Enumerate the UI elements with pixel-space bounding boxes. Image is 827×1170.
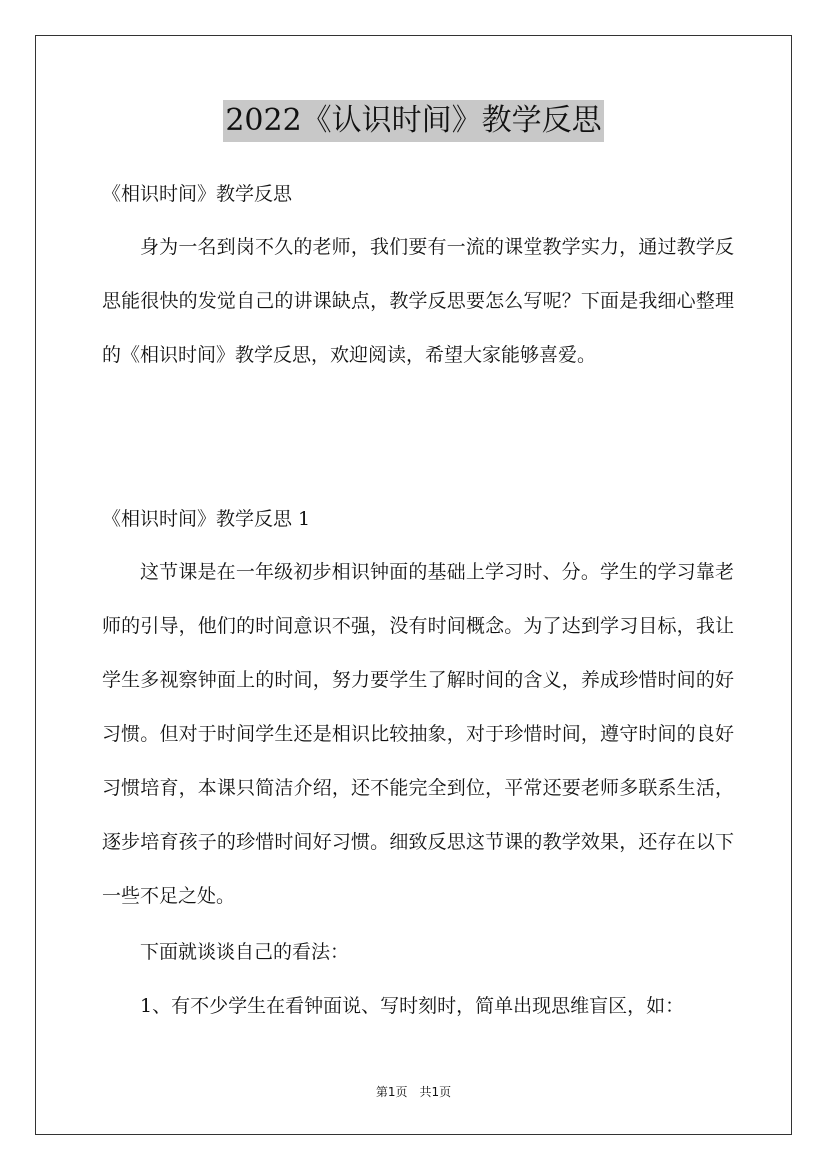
section-heading-1: 《相识时间》教学反思 1 bbox=[102, 508, 311, 530]
body-paragraph: 这节课是在一年级初步相识钟面的基础上学习时、分。学生的学习靠老师的引导，他们的时间意识不强，没有时间概念。为了达到学习目标，我让学生多视察钟面上的时间，努力要学生了解时间的含义，养成珍惜时间的好习惯。但对于时间学生还是相识比较抽象，对于珍惜时间，遵守时间的良好习惯培育，本课只简洁介绍，还不能完全到位，平常还要老师多联系生活，逐步培育孩子的珍惜时间好习惯。细致反思这节课的教学效果，还存在以下一些不足之处。 bbox=[102, 561, 734, 907]
intro-paragraph: 身为一名到岗不久的老师，我们要有一流的课堂教学实力，通过教学反思能很快的发觉自己的讲课缺点，教学反思要怎么写呢？下面是我细心整理的《相识时间》教学反思，欢迎阅读，希望大家能够喜爱。 bbox=[102, 236, 734, 366]
document-title: 2022《认识时间》教学反思 bbox=[223, 100, 603, 142]
body-paragraph-3: 1、有不少学生在看钟面说、写时刻时，简单出现思维盲区，如： bbox=[140, 995, 685, 1017]
section-heading: 《相识时间》教学反思 bbox=[102, 183, 293, 205]
page-footer: 第1页 共1页 bbox=[375, 1085, 452, 1099]
title-container bbox=[0, 100, 827, 142]
body-paragraph-2: 下面就谈谈自己的看法： bbox=[140, 941, 350, 963]
